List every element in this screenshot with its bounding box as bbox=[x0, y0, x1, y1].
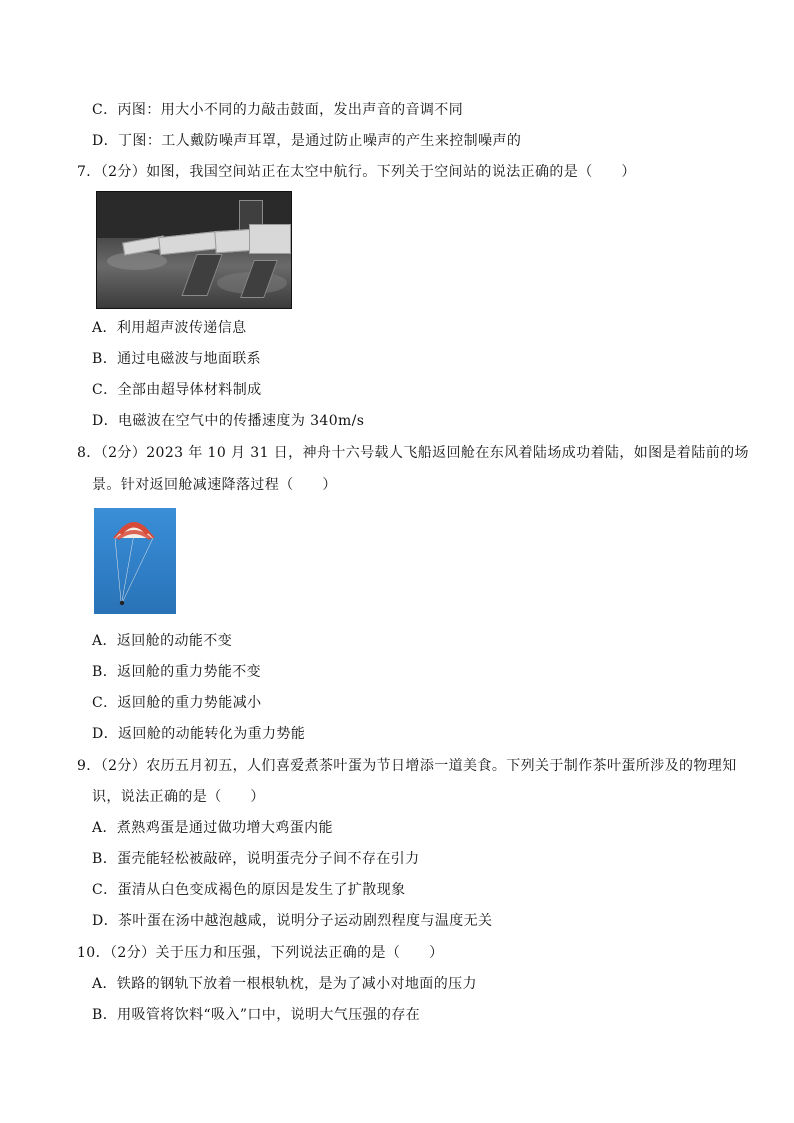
q8-stem-line-2: 景。针对返回舱减速降落过程（ ） bbox=[92, 477, 337, 493]
q7-option-b: B．通过电磁波与地面联系 bbox=[92, 351, 262, 367]
q8-option-d: D．返回舱的动能转化为重力势能 bbox=[92, 726, 306, 742]
q8-option-a: A．返回舱的动能不变 bbox=[92, 633, 233, 649]
q10-option-a: A．铁路的钢轨下放着一根根轨枕，是为了减小对地面的压力 bbox=[92, 976, 477, 992]
parachute-capsule-photo bbox=[94, 508, 176, 614]
q7-option-c: C．全部由超导体材料制成 bbox=[92, 382, 262, 398]
q7-option-a: A．利用超声波传递信息 bbox=[92, 320, 247, 336]
q8-option-c: C．返回舱的重力势能减小 bbox=[92, 695, 262, 711]
q9-option-d: D．茶叶蛋在汤中越泡越咸，说明分子运动剧烈程度与温度无关 bbox=[92, 913, 493, 929]
q6-option-c: C．丙图：用大小不同的力敲击鼓面，发出声音的音调不同 bbox=[92, 102, 464, 118]
q6-option-d: D．丁图：工人戴防噪声耳罩，是通过防止噪声的产生来控制噪声的 bbox=[92, 133, 522, 149]
q10-option-b: B．用吸管将饮料“吸入”口中，说明大气压强的存在 bbox=[92, 1007, 421, 1023]
q9-option-a: A．煮熟鸡蛋是通过做功增大鸡蛋内能 bbox=[92, 820, 333, 836]
q9-option-b: B．蛋壳能轻松被敲碎，说明蛋壳分子间不存在引力 bbox=[92, 851, 420, 867]
q7-option-d: D．电磁波在空气中的传播速度为 340m/s bbox=[92, 413, 365, 429]
q8-option-b: B．返回舱的重力势能不变 bbox=[92, 664, 262, 680]
space-station-photo bbox=[96, 191, 292, 309]
q9-option-c: C．蛋清从白色变成褐色的原因是发生了扩散现象 bbox=[92, 882, 406, 898]
q9-stem-line-1: 9．（2分）农历五月初五，人们喜爱煮茶叶蛋为节日增添一道美食。下列关于制作茶叶蛋所涉及的物理知 bbox=[77, 758, 737, 774]
q10-stem: 10．（2分）关于压力和压强，下列说法正确的是（ ） bbox=[77, 945, 444, 961]
q9-stem-line-2: 识，说法正确的是（ ） bbox=[92, 789, 265, 805]
q7-stem: 7．（2分）如图，我国空间站正在太空中航行。下列关于空间站的说法正确的是（ ） bbox=[77, 164, 636, 180]
q8-stem-line-1: 8．（2分）2023 年 10 月 31 日，神舟十六号载人飞船返回舱在东风着陆场成功着陆，如图是着陆前的场 bbox=[77, 445, 749, 461]
parachute-icon bbox=[94, 508, 176, 614]
